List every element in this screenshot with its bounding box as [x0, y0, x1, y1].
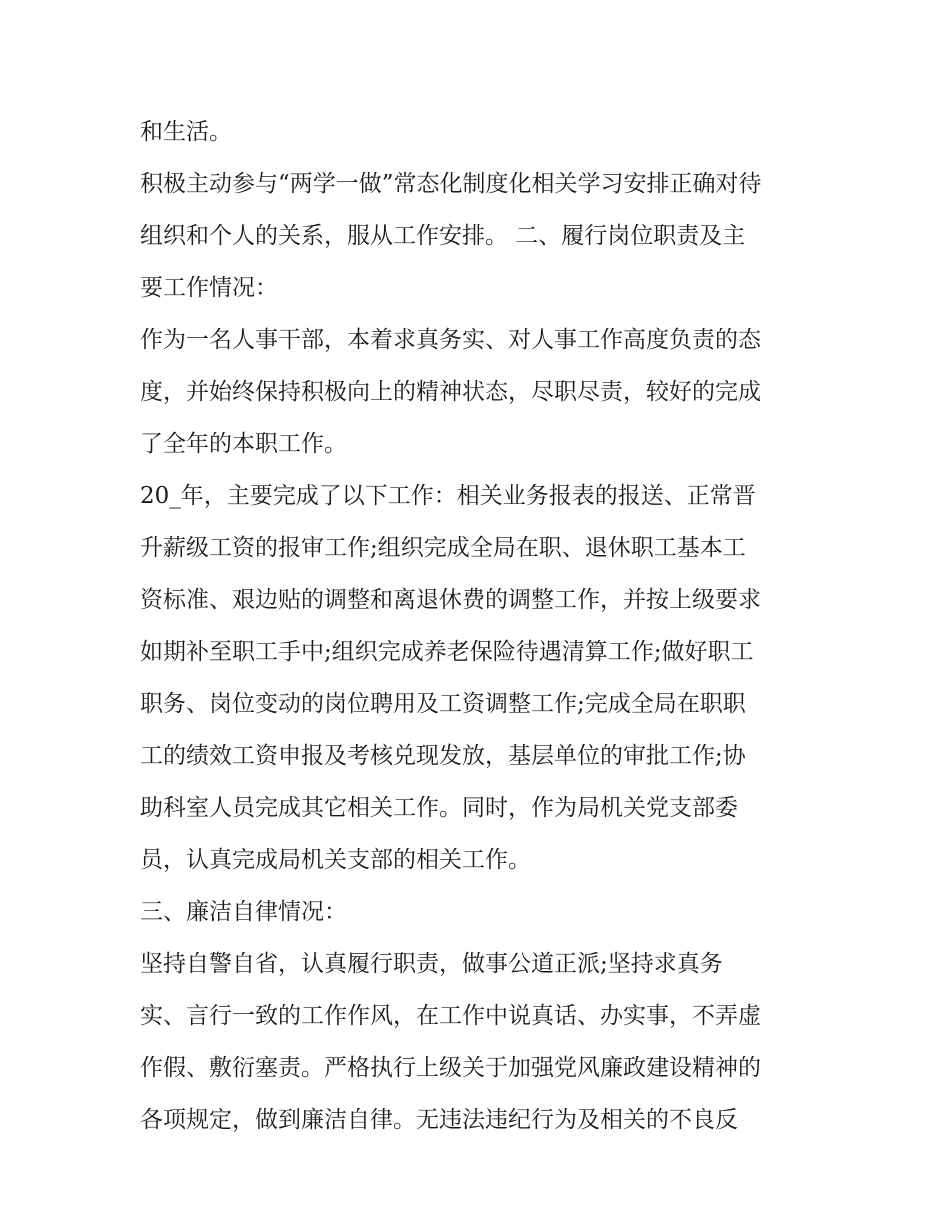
- text-line: 和生活。: [140, 119, 232, 145]
- text-line: 作假、敷衍塞责。严格执行上级关于加强党风廉政建设精神的: [140, 1055, 761, 1081]
- text-line: 资标准、艰边贴的调整和离退休费的调整工作，并按上级要求: [140, 587, 761, 613]
- text-line: 升薪级工资的报审工作;组织完成全局在职、退休职工基本工: [140, 535, 746, 561]
- document-body: [140, 106, 830, 1146]
- text-line: 员，认真完成局机关支部的相关工作。: [140, 847, 531, 873]
- text-line: 组织和个人的关系，服从工作安排。 二、履行岗位职责及主: [140, 223, 746, 249]
- text-line: 助科室人员完成其它相关工作。同时，作为局机关党支部委: [140, 795, 738, 821]
- text-line: 作为一名人事干部，本着求真务实、对人事工作高度负责的态: [140, 327, 761, 353]
- text-line: 坚持自警自省，认真履行职责，做事公道正派;坚持求真务: [140, 951, 723, 977]
- text-line: 了全年的本职工作。: [140, 431, 347, 457]
- text-line: 度，并始终保持积极向上的精神状态，尽职尽责，较好的完成: [140, 379, 761, 405]
- text-line: 各项规定，做到廉洁自律。无违法违纪行为及相关的不良反: [140, 1107, 738, 1133]
- text-line: 实、言行一致的工作作风，在工作中说真话、办实事，不弄虚: [140, 1003, 761, 1029]
- section-heading: 三、廉洁自律情况：: [140, 899, 347, 925]
- text-line: 20_年，主要完成了以下工作：相关业务报表的报送、正常晋: [140, 483, 756, 509]
- text-line: 工的绩效工资申报及考核兑现发放，基层单位的审批工作;协: [140, 743, 746, 769]
- text-line: 职务、岗位变动的岗位聘用及工资调整工作;完成全局在职职: [140, 691, 746, 717]
- text-line: 如期补至职工手中;组织完成养老保险待遇清算工作;做好职工: [140, 639, 754, 665]
- text-line: 积极主动参与“两学一做”常态化制度化相关学习安排正确对待: [140, 171, 762, 197]
- text-line: 要工作情况：: [140, 275, 278, 301]
